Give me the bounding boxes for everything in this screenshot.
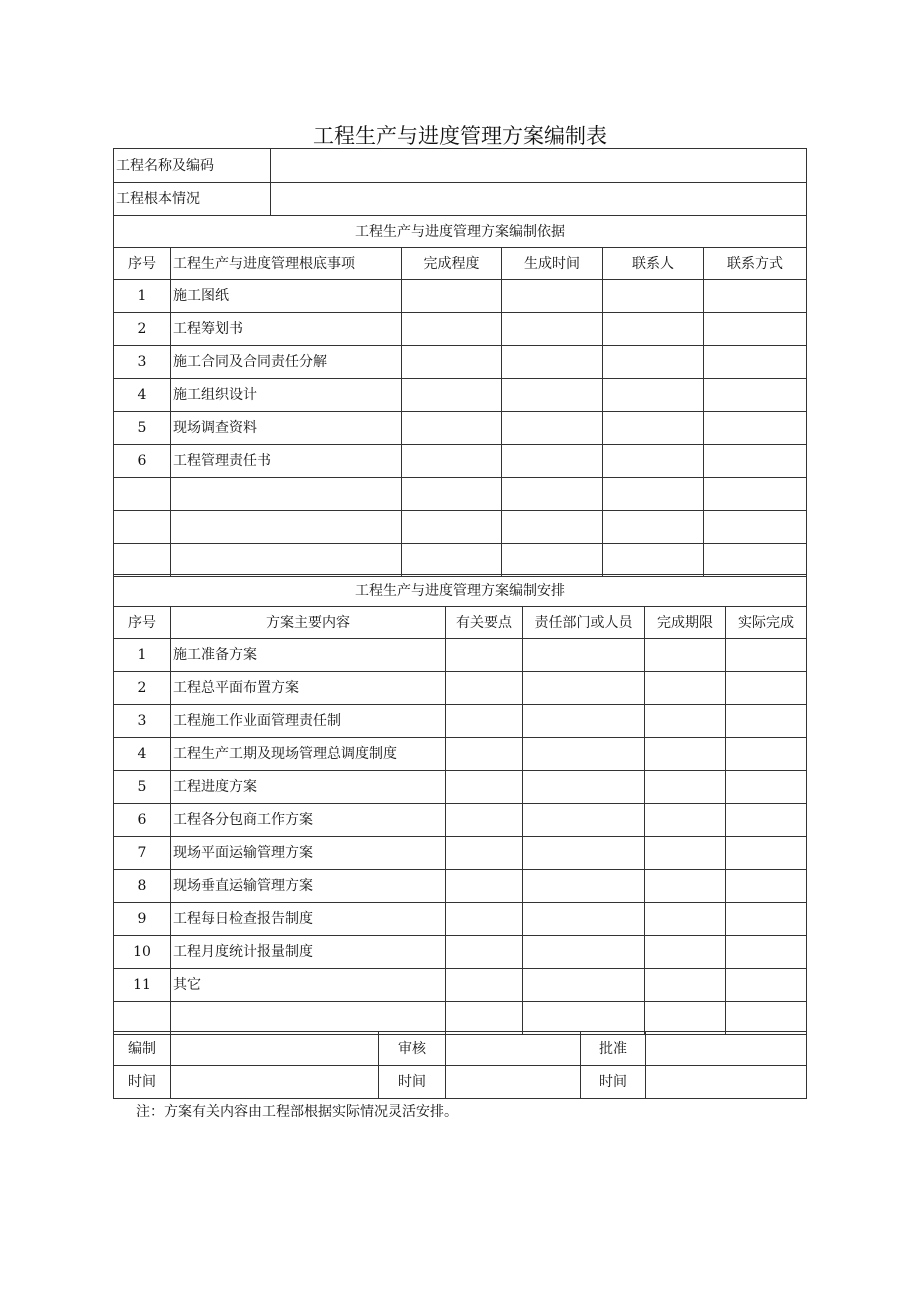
- compile-time-field[interactable]: [171, 1066, 379, 1099]
- row-cell[interactable]: [502, 280, 603, 313]
- row-cell[interactable]: [523, 903, 645, 936]
- row-item: 工程月度统计报量制度: [171, 936, 446, 969]
- row-cell[interactable]: [402, 445, 502, 478]
- table-row: [114, 672, 807, 705]
- row-cell[interactable]: [402, 313, 502, 346]
- row-cell[interactable]: [446, 738, 523, 771]
- row-item: 现场垂直运输管理方案: [171, 870, 446, 903]
- row-cell[interactable]: [603, 412, 704, 445]
- row-cell[interactable]: [502, 313, 603, 346]
- row-number: 10: [114, 936, 171, 969]
- row-cell[interactable]: [645, 639, 726, 672]
- row-number: 6: [114, 804, 171, 837]
- row-cell[interactable]: [523, 639, 645, 672]
- row-cell[interactable]: [523, 1002, 645, 1035]
- table-row: [114, 511, 807, 544]
- row-item: 工程每日检查报告制度: [171, 903, 446, 936]
- table-row: [114, 280, 807, 313]
- row-cell[interactable]: [726, 903, 807, 936]
- table-row: [114, 346, 807, 379]
- row-item: 施工合同及合同责任分解: [171, 346, 402, 379]
- column-header: 完成程度: [402, 248, 502, 280]
- basis-header-row: [114, 248, 807, 280]
- row-number: 4: [114, 738, 171, 771]
- signature-table: [113, 1031, 807, 1099]
- column-header: 工程生产与进度管理根底事项: [171, 248, 402, 280]
- row-cell[interactable]: [523, 936, 645, 969]
- row-number: 7: [114, 837, 171, 870]
- basis-section-title: 工程生产与进度管理方案编制依据: [114, 216, 807, 248]
- row-item: 工程进度方案: [171, 771, 446, 804]
- row-cell[interactable]: [726, 969, 807, 1002]
- table-row: [114, 837, 807, 870]
- row-item: 现场调查资料: [171, 412, 402, 445]
- approve-field[interactable]: [646, 1032, 807, 1066]
- row-number: 5: [114, 412, 171, 445]
- row-cell[interactable]: [402, 544, 502, 577]
- row-cell[interactable]: [726, 672, 807, 705]
- page-title: 工程生产与进度管理方案编制表: [313, 124, 607, 148]
- row-cell[interactable]: [502, 412, 603, 445]
- row-item: 施工图纸: [171, 280, 402, 313]
- row-cell[interactable]: [402, 346, 502, 379]
- table-row: [114, 313, 807, 346]
- compile-label: 编制: [114, 1032, 171, 1066]
- row-cell[interactable]: [704, 412, 807, 445]
- row-cell[interactable]: [502, 478, 603, 511]
- review-time-field[interactable]: [446, 1066, 581, 1099]
- row-item: 工程筹划书: [171, 313, 402, 346]
- table-row: [114, 738, 807, 771]
- row-cell[interactable]: [603, 313, 704, 346]
- table-row: [114, 379, 807, 412]
- column-header: 完成期限: [645, 607, 726, 639]
- table-row: [114, 478, 807, 511]
- review-label: 审核: [379, 1032, 446, 1066]
- row-cell[interactable]: [402, 412, 502, 445]
- row-number: 3: [114, 705, 171, 738]
- row-item: 工程生产工期及现场管理总调度制度: [171, 738, 446, 771]
- row-cell[interactable]: [446, 1002, 523, 1035]
- column-header: 序号: [114, 607, 171, 639]
- row-number: 1: [114, 280, 171, 313]
- row-cell[interactable]: [446, 804, 523, 837]
- row-cell[interactable]: [523, 870, 645, 903]
- row-cell[interactable]: [446, 837, 523, 870]
- row-cell[interactable]: [645, 738, 726, 771]
- row-item: 其它: [171, 969, 446, 1002]
- row-cell[interactable]: [726, 639, 807, 672]
- row-cell[interactable]: [523, 705, 645, 738]
- table-row: [114, 705, 807, 738]
- table-row: [114, 412, 807, 445]
- row-cell[interactable]: [446, 969, 523, 1002]
- row-cell[interactable]: [645, 870, 726, 903]
- row-cell[interactable]: [502, 544, 603, 577]
- plan-section-title: 工程生产与进度管理方案编制安排: [114, 575, 807, 607]
- row-cell[interactable]: [446, 672, 523, 705]
- row-item: [171, 478, 402, 511]
- row-cell[interactable]: [603, 478, 704, 511]
- row-cell[interactable]: [704, 511, 807, 544]
- row-cell[interactable]: [704, 280, 807, 313]
- table-row: [114, 804, 807, 837]
- row-cell[interactable]: [645, 1002, 726, 1035]
- row-cell[interactable]: [523, 771, 645, 804]
- row-cell[interactable]: [726, 771, 807, 804]
- row-cell[interactable]: [704, 445, 807, 478]
- row-cell[interactable]: [402, 511, 502, 544]
- row-number: [114, 478, 171, 511]
- row-number: 3: [114, 346, 171, 379]
- row-item: 工程总平面布置方案: [171, 672, 446, 705]
- table-row: [114, 639, 807, 672]
- column-header: 有关要点: [446, 607, 523, 639]
- column-header: 序号: [114, 248, 171, 280]
- project-name-field[interactable]: [271, 149, 807, 183]
- review-time-label: 时间: [379, 1066, 446, 1099]
- project-info-table: [113, 148, 807, 216]
- row-cell[interactable]: [704, 313, 807, 346]
- row-cell[interactable]: [446, 705, 523, 738]
- row-cell[interactable]: [446, 639, 523, 672]
- row-cell[interactable]: [603, 346, 704, 379]
- project-overview-label: 工程根本情况: [114, 183, 271, 216]
- table-row: [114, 870, 807, 903]
- column-header: 实际完成: [726, 607, 807, 639]
- row-cell[interactable]: [523, 738, 645, 771]
- row-item: 工程管理责任书: [171, 445, 402, 478]
- table-row: [114, 445, 807, 478]
- row-cell[interactable]: [726, 1002, 807, 1035]
- row-item: 现场平面运输管理方案: [171, 837, 446, 870]
- row-number: 1: [114, 639, 171, 672]
- row-cell[interactable]: [645, 936, 726, 969]
- row-cell[interactable]: [603, 379, 704, 412]
- row-item: 施工组织设计: [171, 379, 402, 412]
- row-cell[interactable]: [523, 804, 645, 837]
- row-cell[interactable]: [402, 280, 502, 313]
- plan-header-row: [114, 607, 807, 639]
- row-number: 4: [114, 379, 171, 412]
- table-row: [114, 969, 807, 1002]
- compile-field[interactable]: [171, 1032, 379, 1066]
- row-cell[interactable]: [603, 511, 704, 544]
- row-cell[interactable]: [523, 837, 645, 870]
- row-item: 施工准备方案: [171, 639, 446, 672]
- row-cell[interactable]: [523, 969, 645, 1002]
- project-overview-field[interactable]: [271, 183, 807, 216]
- column-header: 方案主要内容: [171, 607, 446, 639]
- row-cell[interactable]: [704, 346, 807, 379]
- row-cell[interactable]: [645, 903, 726, 936]
- row-number: 9: [114, 903, 171, 936]
- row-cell[interactable]: [704, 478, 807, 511]
- footnote: 注：方案有关内容由工程部根据实际情况灵活安排。: [136, 1104, 458, 1120]
- approve-time-field[interactable]: [646, 1066, 807, 1099]
- row-cell[interactable]: [502, 346, 603, 379]
- row-cell[interactable]: [402, 478, 502, 511]
- row-cell[interactable]: [726, 804, 807, 837]
- row-cell[interactable]: [502, 445, 603, 478]
- column-header: 责任部门或人员: [523, 607, 645, 639]
- row-cell[interactable]: [502, 511, 603, 544]
- row-number: 6: [114, 445, 171, 478]
- row-number: [114, 1002, 171, 1035]
- row-cell[interactable]: [446, 771, 523, 804]
- row-cell[interactable]: [523, 672, 645, 705]
- column-header: 联系方式: [704, 248, 807, 280]
- approve-label: 批准: [581, 1032, 646, 1066]
- row-cell[interactable]: [446, 870, 523, 903]
- table-row: [114, 544, 807, 577]
- row-item: [171, 1002, 446, 1035]
- compile-time-label: 时间: [114, 1066, 171, 1099]
- row-number: 2: [114, 672, 171, 705]
- table-row: [114, 936, 807, 969]
- row-cell[interactable]: [645, 969, 726, 1002]
- table-row: [114, 903, 807, 936]
- row-cell[interactable]: [603, 544, 704, 577]
- row-cell[interactable]: [402, 379, 502, 412]
- row-cell[interactable]: [726, 837, 807, 870]
- row-cell[interactable]: [603, 445, 704, 478]
- row-cell[interactable]: [726, 738, 807, 771]
- basis-table: [113, 215, 807, 577]
- row-cell[interactable]: [726, 870, 807, 903]
- row-number: 2: [114, 313, 171, 346]
- table-row: [114, 771, 807, 804]
- row-item: [171, 511, 402, 544]
- row-cell[interactable]: [645, 837, 726, 870]
- row-cell[interactable]: [704, 379, 807, 412]
- row-item: 工程施工作业面管理责任制: [171, 705, 446, 738]
- row-cell[interactable]: [446, 903, 523, 936]
- row-cell[interactable]: [645, 705, 726, 738]
- row-cell[interactable]: [645, 771, 726, 804]
- row-cell[interactable]: [726, 705, 807, 738]
- row-item: 工程各分包商工作方案: [171, 804, 446, 837]
- row-cell[interactable]: [446, 936, 523, 969]
- row-number: 5: [114, 771, 171, 804]
- row-number: 8: [114, 870, 171, 903]
- column-header: 联系人: [603, 248, 704, 280]
- row-cell[interactable]: [502, 379, 603, 412]
- row-item: [171, 544, 402, 577]
- review-field[interactable]: [446, 1032, 581, 1066]
- project-name-label: 工程名称及编码: [114, 149, 271, 183]
- row-cell[interactable]: [603, 280, 704, 313]
- row-cell[interactable]: [645, 804, 726, 837]
- plan-table: [113, 574, 807, 1035]
- row-cell[interactable]: [726, 936, 807, 969]
- row-cell[interactable]: [645, 672, 726, 705]
- column-header: 生成时间: [502, 248, 603, 280]
- row-number: [114, 511, 171, 544]
- row-cell[interactable]: [704, 544, 807, 577]
- approve-time-label: 时间: [581, 1066, 646, 1099]
- row-number: 11: [114, 969, 171, 1002]
- table-row: [114, 1002, 807, 1035]
- row-number: [114, 544, 171, 577]
